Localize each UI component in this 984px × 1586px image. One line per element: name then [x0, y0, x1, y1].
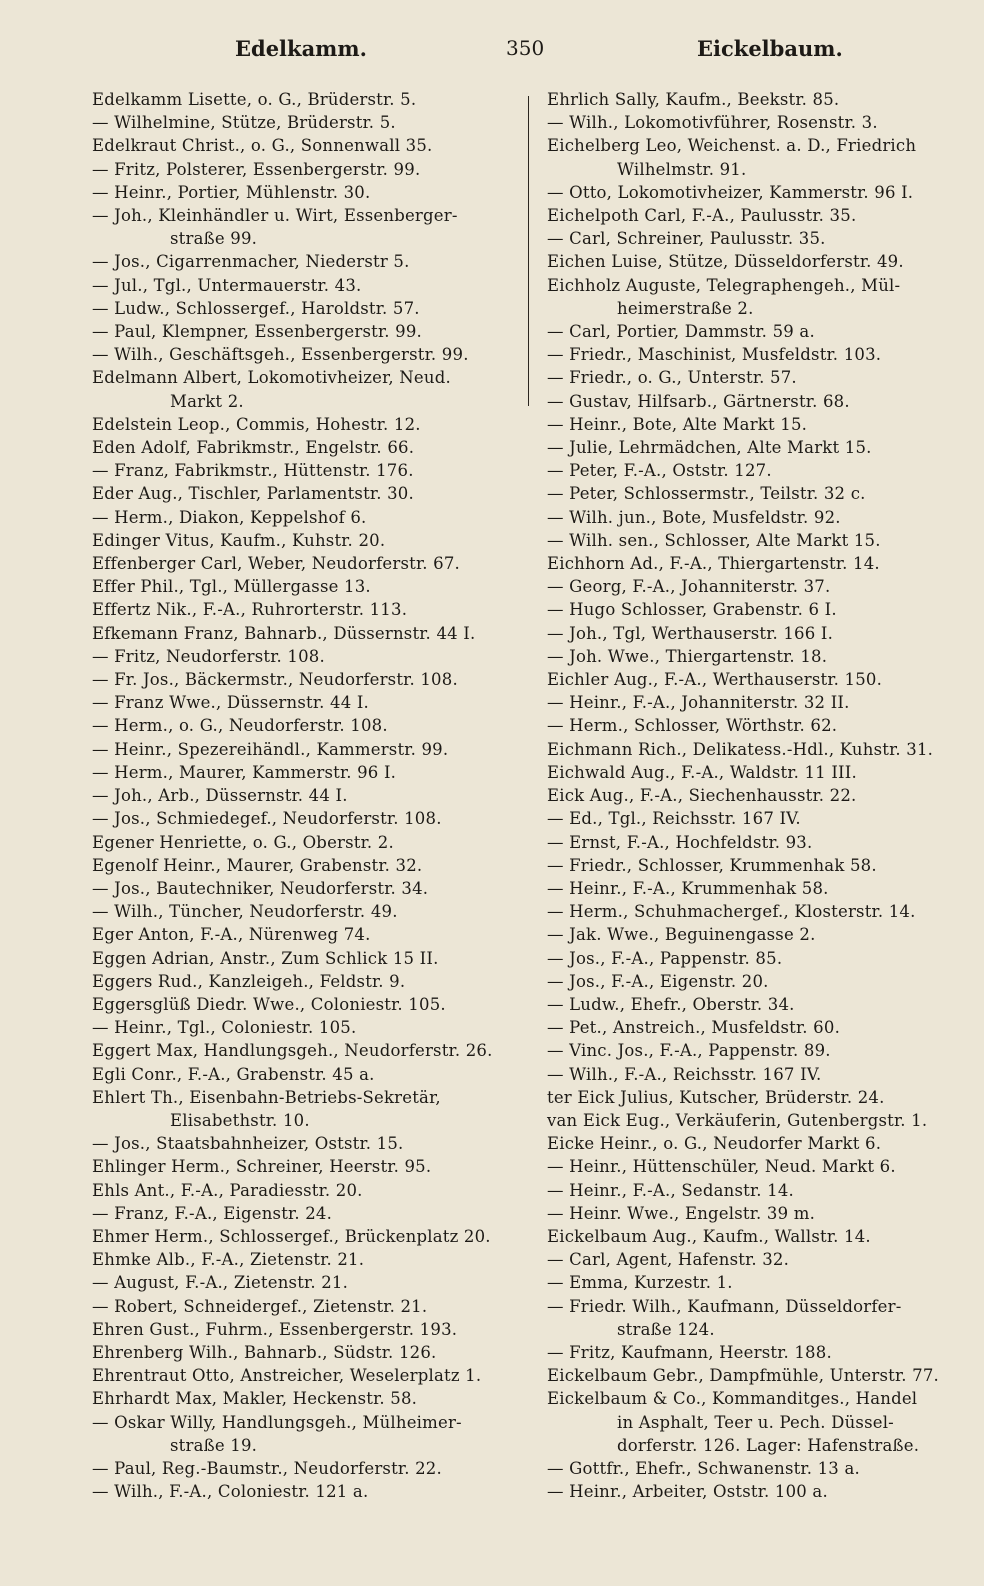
directory-entry: — Friedr., Maschinist, Musfeldstr. 103.: [547, 345, 882, 365]
directory-entry: Ehrenberg Wilh., Bahnarb., Südstr. 126.: [92, 1342, 437, 1362]
directory-entry: — Jos., Bautechniker, Neudorferstr. 34.: [92, 878, 429, 898]
column-divider: [528, 96, 529, 406]
directory-entry: — Herm., o. G., Neudorferstr. 108.: [92, 716, 388, 736]
directory-entry: — Robert, Schneidergef., Zietenstr. 21.: [92, 1296, 428, 1316]
page-number: 350: [506, 36, 545, 60]
directory-entry: Eichen Luise, Stütze, Düsseldorferstr. 49.: [547, 252, 904, 272]
directory-entry: — Jos., F.-A., Eigenstr. 20.: [547, 971, 769, 991]
directory-entry: Eick Aug., F.-A., Siechenhausstr. 22.: [547, 786, 857, 806]
directory-entry: — Jul., Tgl., Untermauerstr. 43.: [92, 275, 362, 295]
left-column: [92, 88, 517, 1503]
directory-entry: — Ludw., Schlossergef., Haroldstr. 57.: [92, 298, 420, 318]
directory-entry: Efkemann Franz, Bahnarb., Düssernstr. 44 I.: [92, 623, 476, 643]
directory-entry: — Wilh., Geschäftsgeh., Essenbergerstr. 99.: [92, 345, 469, 365]
directory-entry: Eichler Aug., F.-A., Werthauserstr. 150.: [547, 670, 883, 690]
directory-entry: — Joh., Tgl, Werthauserstr. 166 I.: [547, 623, 834, 643]
directory-entry: — Fritz, Kaufmann, Heerstr. 188.: [547, 1342, 832, 1362]
directory-entry: — Friedr., o. G., Unterstr. 57.: [547, 368, 797, 388]
directory-entry: — Joh. Wwe., Thiergartenstr. 18.: [547, 646, 828, 666]
directory-entry: Ehlert Th., Eisenbahn-Betriebs-Sekretär, Elisabethstr. 10.: [92, 1087, 441, 1130]
directory-entry: Eickelbaum Gebr., Dampfmühle, Unterstr. 77.: [547, 1366, 939, 1386]
directory-entry: Eickelbaum Aug., Kaufm., Wallstr. 14.: [547, 1226, 871, 1246]
directory-entry: — August, F.-A., Zietenstr. 21.: [92, 1273, 349, 1293]
header-left-keyword: Edelkamm.: [235, 36, 367, 61]
directory-entry: — Ernst, F.-A., Hochfeldstr. 93.: [547, 832, 813, 852]
directory-entry: Effenberger Carl, Weber, Neudorferstr. 67.: [92, 554, 460, 574]
directory-entry: Eichholz Auguste, Telegraphengeh., Mül- heimerstraße 2.: [547, 275, 901, 318]
directory-entry: Eickelbaum & Co., Kommanditges., Handel in Asphalt, Teer u. Pech. Düssel- dorferstr. 126. Lager: Hafenstraße.: [547, 1389, 920, 1455]
directory-entry: — Heinr., Bote, Alte Markt 15.: [547, 414, 808, 434]
directory-entry: — Herm., Schlosser, Wörthstr. 62.: [547, 716, 838, 736]
directory-entry: — Herm., Schuhmachergef., Klosterstr. 14.: [547, 902, 916, 922]
directory-entry: Ehmer Herm., Schlossergef., Brückenplatz 20.: [92, 1226, 491, 1246]
directory-entry: Edinger Vitus, Kaufm., Kuhstr. 20.: [92, 530, 386, 550]
directory-entry: — Vinc. Jos., F.-A., Pappenstr. 89.: [547, 1041, 831, 1061]
directory-entry: — Jos., Cigarrenmacher, Niederstr 5.: [92, 252, 410, 272]
directory-entry: Eder Aug., Tischler, Parlamentstr. 30.: [92, 484, 414, 504]
directory-entry: Ehmke Alb., F.-A., Zietenstr. 21.: [92, 1250, 365, 1270]
directory-entry: Eger Anton, F.-A., Nürenweg 74.: [92, 925, 371, 945]
directory-entry: — Wilh., Tüncher, Neudorferstr. 49.: [92, 902, 398, 922]
directory-entry: — Jos., F.-A., Pappenstr. 85.: [547, 948, 783, 968]
directory-entry: Eichelpoth Carl, F.-A., Paulusstr. 35.: [547, 206, 857, 226]
directory-entry: — Heinr., Hüttenschüler, Neud. Markt 6.: [547, 1157, 896, 1177]
directory-entry: Egli Conr., F.-A., Grabenstr. 45 a.: [92, 1064, 375, 1084]
directory-entry: — Herm., Maurer, Kammerstr. 96 I.: [92, 762, 397, 782]
directory-entry: — Ludw., Ehefr., Oberstr. 34.: [547, 994, 795, 1014]
directory-entry: Eggers Rud., Kanzleigeh., Feldstr. 9.: [92, 971, 406, 991]
directory-entry: Ehlinger Herm., Schreiner, Heerstr. 95.: [92, 1157, 432, 1177]
directory-entry: Eggen Adrian, Anstr., Zum Schlick 15 II.: [92, 948, 439, 968]
directory-entry: — Jak. Wwe., Beguinengasse 2.: [547, 925, 816, 945]
directory-entry: — Heinr., F.-A., Sedanstr. 14.: [547, 1180, 794, 1200]
directory-entry: — Paul, Klempner, Essenbergerstr. 99.: [92, 322, 422, 342]
page-header: [0, 36, 984, 70]
directory-entry: — Carl, Portier, Dammstr. 59 a.: [547, 322, 815, 342]
directory-entry: — Friedr., Schlosser, Krummenhak 58.: [547, 855, 877, 875]
directory-entry: Effer Phil., Tgl., Müllergasse 13.: [92, 577, 371, 597]
directory-entry: Effertz Nik., F.-A., Ruhrorterstr. 113.: [92, 600, 408, 620]
directory-entry: van Eick Eug., Verkäuferin, Gutenbergstr. 1.: [547, 1110, 928, 1130]
directory-entry: — Peter, Schlossermstr., Teilstr. 32 c.: [547, 484, 866, 504]
directory-entry: — Carl, Schreiner, Paulusstr. 35.: [547, 229, 826, 249]
directory-entry: — Jos., Schmiedegef., Neudorferstr. 108.: [92, 809, 442, 829]
directory-entry: — Heinr., Spezereihändl., Kammerstr. 99.: [92, 739, 449, 759]
directory-entry: — Joh., Arb., Düssernstr. 44 I.: [92, 786, 348, 806]
directory-entry: — Wilh. jun., Bote, Musfeldstr. 92.: [547, 507, 841, 527]
directory-entry: — Julie, Lehrmädchen, Alte Markt 15.: [547, 438, 872, 458]
directory-entry: — Wilh., Lokomotivführer, Rosenstr. 3.: [547, 113, 878, 133]
directory-entry: Eggersglüß Diedr. Wwe., Coloniestr. 105.: [92, 994, 446, 1014]
directory-entry: — Emma, Kurzestr. 1.: [547, 1273, 733, 1293]
directory-entry: — Gottfr., Ehefr., Schwanenstr. 13 a.: [547, 1458, 860, 1478]
directory-entry: Edelkraut Christ., o. G., Sonnenwall 35.: [92, 136, 433, 156]
directory-entry: Eden Adolf, Fabrikmstr., Engelstr. 66.: [92, 438, 415, 458]
directory-entry: ter Eick Julius, Kutscher, Brüderstr. 24.: [547, 1087, 885, 1107]
directory-entry: Edelstein Leop., Commis, Hohestr. 12.: [92, 414, 421, 434]
directory-entry: Eicke Heinr., o. G., Neudorfer Markt 6.: [547, 1134, 882, 1154]
directory-entry: Ehls Ant., F.-A., Paradiesstr. 20.: [92, 1180, 363, 1200]
header-right-keyword: Eickelbaum.: [697, 36, 843, 61]
directory-entry: Edelmann Albert, Lokomotivheizer, Neud. Markt 2.: [92, 368, 451, 411]
right-column: [547, 88, 972, 1503]
directory-entry: — Pet., Anstreich., Musfeldstr. 60.: [547, 1018, 841, 1038]
directory-entry: — Franz Wwe., Düssernstr. 44 I.: [92, 693, 369, 713]
directory-entry: — Heinr., F.-A., Krummenhak 58.: [547, 878, 829, 898]
directory-entry: — Wilh., F.-A., Reichsstr. 167 IV.: [547, 1064, 822, 1084]
directory-entry: Edelkamm Lisette, o. G., Brüderstr. 5.: [92, 90, 417, 109]
directory-entry: — Wilhelmine, Stütze, Brüderstr. 5.: [92, 113, 396, 133]
directory-entry: — Otto, Lokomotivheizer, Kammerstr. 96 I.: [547, 182, 914, 202]
directory-entry: Ehrentraut Otto, Anstreicher, Weselerplatz 1.: [92, 1366, 482, 1386]
directory-entry: Ehrhardt Max, Makler, Heckenstr. 58.: [92, 1389, 418, 1409]
directory-entry: — Franz, Fabrikmstr., Hüttenstr. 176.: [92, 461, 414, 481]
directory-entry: — Heinr., Arbeiter, Oststr. 100 a.: [547, 1482, 828, 1502]
directory-entry: Eichhorn Ad., F.-A., Thiergartenstr. 14.: [547, 554, 880, 574]
directory-entry: — Heinr., F.-A., Johanniterstr. 32 II.: [547, 693, 850, 713]
directory-entry: Eichmann Rich., Delikatess.-Hdl., Kuhstr. 31.: [547, 739, 934, 759]
directory-entry: Egenolf Heinr., Maurer, Grabenstr. 32.: [92, 855, 423, 875]
directory-entry: Ehren Gust., Fuhrm., Essenbergerstr. 193.: [92, 1319, 458, 1339]
directory-entry: — Heinr., Tgl., Coloniestr. 105.: [92, 1018, 357, 1038]
directory-entry: — Fritz, Polsterer, Essenbergerstr. 99.: [92, 159, 421, 179]
directory-entry: — Georg, F.-A., Johanniterstr. 37.: [547, 577, 831, 597]
directory-entry: — Franz, F.-A., Eigenstr. 24.: [92, 1203, 333, 1223]
directory-entry: Eichelberg Leo, Weichenst. a. D., Friedrich Wilhelmstr. 91.: [547, 136, 917, 179]
directory-entry: — Jos., Staatsbahnheizer, Oststr. 15.: [92, 1134, 404, 1154]
directory-entry: — Carl, Agent, Hafenstr. 32.: [547, 1250, 790, 1270]
directory-entry: Eggert Max, Handlungsgeh., Neudorferstr. 26.: [92, 1041, 493, 1061]
directory-entry: Eichwald Aug., F.-A., Waldstr. 11 III.: [547, 762, 857, 782]
directory-entry: — Peter, F.-A., Oststr. 127.: [547, 461, 772, 481]
directory-entry: — Oskar Willy, Handlungsgeh., Mülheimer- straße 19.: [92, 1412, 462, 1455]
directory-entry: — Wilh., F.-A., Coloniestr. 121 a.: [92, 1482, 369, 1502]
directory-entry: — Friedr. Wilh., Kaufmann, Düsseldorfer- straße 124.: [547, 1296, 902, 1339]
directory-entry: — Ed., Tgl., Reichsstr. 167 IV.: [547, 809, 801, 829]
directory-entry: Ehrlich Sally, Kaufm., Beekstr. 85.: [547, 90, 840, 109]
directory-entry: — Herm., Diakon, Keppelshof 6.: [92, 507, 367, 527]
directory-entry: — Wilh. sen., Schlosser, Alte Markt 15.: [547, 530, 881, 550]
directory-entry: — Hugo Schlosser, Grabenstr. 6 I.: [547, 600, 837, 620]
directory-entry: — Paul, Reg.-Baumstr., Neudorferstr. 22.: [92, 1458, 442, 1478]
directory-entry: — Gustav, Hilfsarb., Gärtnerstr. 68.: [547, 391, 850, 411]
directory-entry: — Heinr., Portier, Mühlenstr. 30.: [92, 182, 371, 202]
directory-entry: — Heinr. Wwe., Engelstr. 39 m.: [547, 1203, 816, 1223]
directory-entry: Egener Henriette, o. G., Oberstr. 2.: [92, 832, 394, 852]
directory-entry: — Fr. Jos., Bäckermstr., Neudorferstr. 108.: [92, 670, 458, 690]
directory-entry: — Fritz, Neudorferstr. 108.: [92, 646, 325, 666]
directory-entry: — Joh., Kleinhändler u. Wirt, Essenberger- straße 99.: [92, 206, 458, 249]
